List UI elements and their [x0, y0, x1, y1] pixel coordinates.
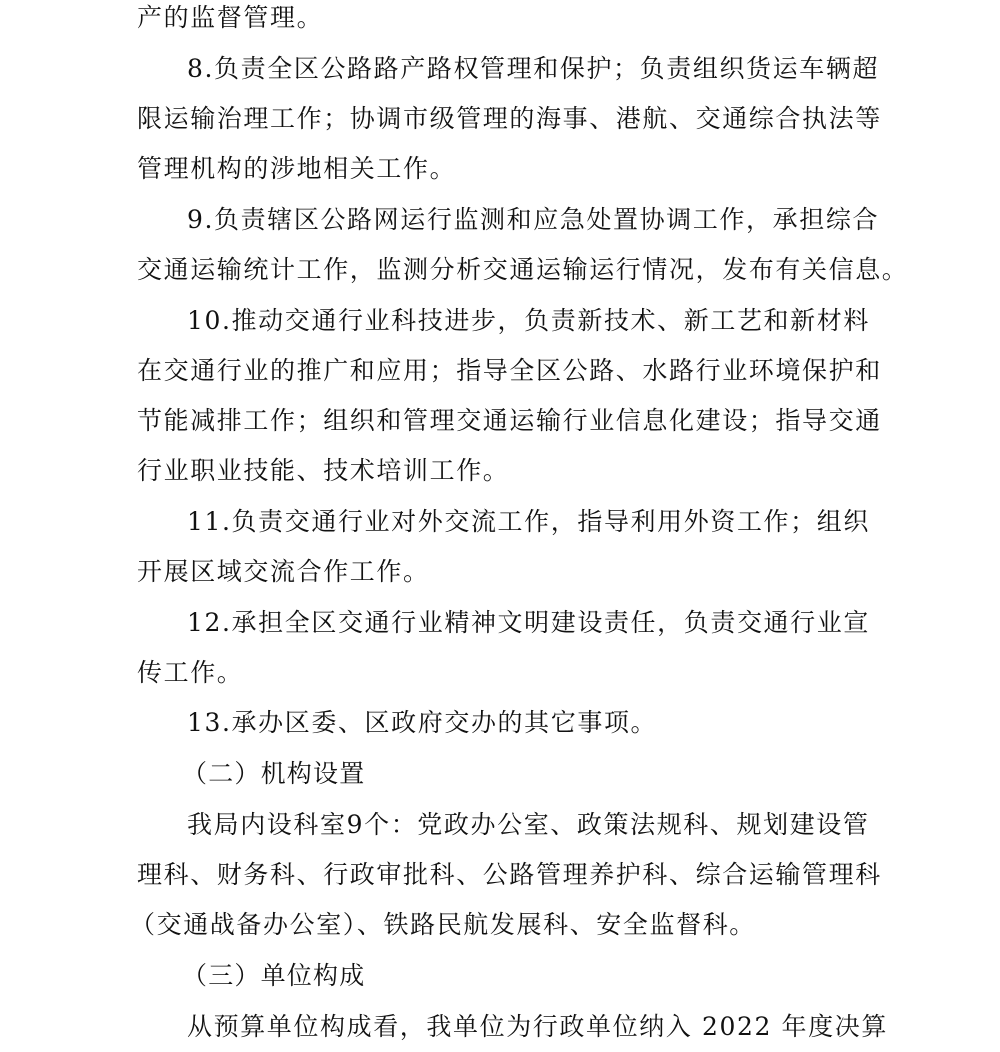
item-10-line-1: 10.推动交通行业科技进步，负责新技术、新工艺和新材料 — [187, 306, 870, 335]
institutions-line-2: 理科、财务科、行政审批科、公路管理养护科、综合运输管理科 — [137, 860, 882, 889]
item-9-line-1: 9.负责辖区公路网运行监测和应急处置协调工作，承担综合 — [187, 205, 880, 234]
item-8-line-3: 管理机构的涉地相关工作。 — [137, 154, 457, 183]
item-10-line-3: 节能减排工作；组织和管理交通运输行业信息化建设；指导交通 — [137, 406, 882, 435]
item-11-line-2: 开展区域交流合作工作。 — [137, 557, 430, 586]
section-heading-units: （三）单位构成 — [182, 961, 366, 990]
institutions-line-1: 我局内设科室9个：党政办公室、政策法规科、规划建设管 — [187, 810, 870, 839]
item-8-line-2: 限运输治理工作；协调市级管理的海事、港航、交通综合执法等 — [137, 104, 882, 133]
item-8-line-1: 8.负责全区公路路产路权管理和保护；负责组织货运车辆超 — [187, 54, 880, 83]
institutions-line-3: （交通战备办公室）、铁路民航发展科、安全监督科。 — [130, 910, 756, 939]
item-13-line-1: 13.承办区委、区政府交办的其它事项。 — [187, 708, 658, 737]
item-10-line-2: 在交通行业的推广和应用；指导全区公路、水路行业环境保护和 — [137, 356, 882, 385]
item-11-line-1: 11.负责交通行业对外交流工作，指导利用外资工作；组织 — [187, 507, 870, 536]
text-line: 产的监督管理。 — [137, 3, 324, 32]
units-line-1: 从预算单位构成看，我单位为行政单位纳入 2022 年度决算 — [187, 1012, 888, 1041]
item-9-line-2: 交通运输统计工作，监测分析交通运输运行情况，发布有关信息。 — [137, 255, 909, 284]
item-10-line-4: 行业职业技能、技术培训工作。 — [137, 456, 510, 485]
item-12-line-2: 传工作。 — [137, 658, 244, 687]
item-12-line-1: 12.承担全区交通行业精神文明建设责任，负责交通行业宣 — [187, 608, 870, 637]
section-heading-institutions: （二）机构设置 — [182, 759, 366, 788]
